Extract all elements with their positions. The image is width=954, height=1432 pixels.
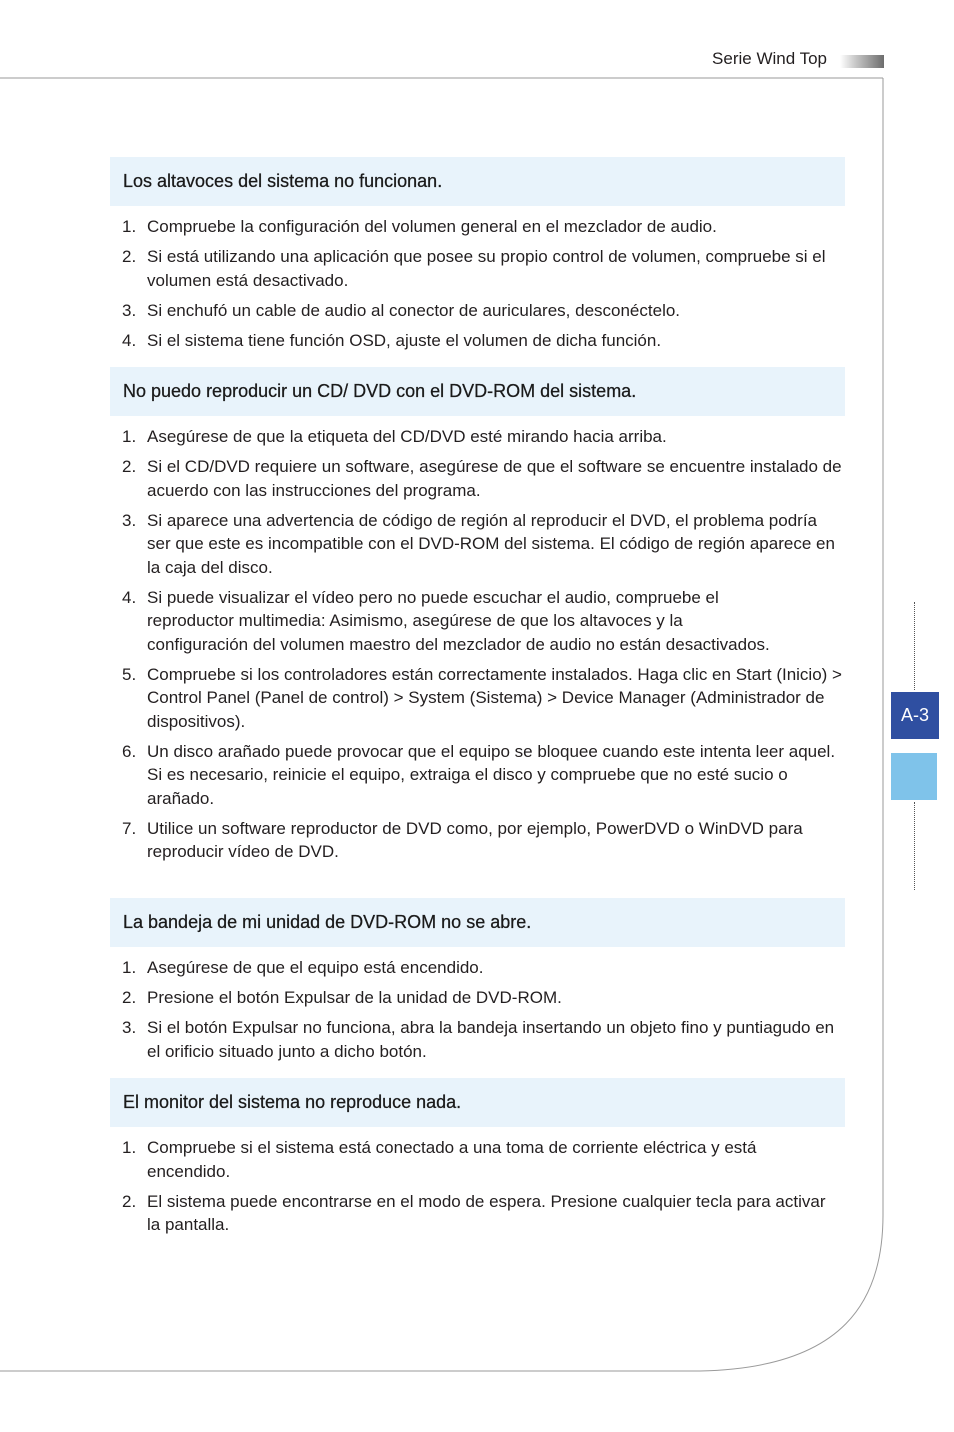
item-text: Asegúrese de que el equipo está encendido. bbox=[147, 958, 484, 977]
list-item bbox=[122, 817, 842, 864]
item-text: Si aparece una advertencia de código de región al reproducir el DVD, el problema podría ser que este es incompatible con el DVD-ROM del sistema. El código de región aparece en la caja del disco. bbox=[147, 510, 835, 577]
item-text: Compruebe si los controladores están correctamente instalados. Haga clic en Start (Inicio) > Control Panel (Panel de control) > System (Sistema) > Device Manager (Administrador de dispositivos). bbox=[147, 664, 842, 731]
list-item bbox=[122, 1190, 842, 1237]
item-number: 1. bbox=[122, 1138, 137, 1157]
item-number: 1. bbox=[122, 427, 137, 446]
item-number: 2. bbox=[122, 457, 137, 476]
item-text: Compruebe si el sistema está conectado a una toma de corriente eléctrica y está encendido. bbox=[147, 1138, 757, 1181]
list-item bbox=[122, 986, 842, 1010]
section-heading-speakers: Los altavoces del sistema no funcionan. bbox=[110, 157, 845, 206]
list-item bbox=[122, 299, 842, 323]
item-text: Si el CD/DVD requiere un software, asegúrese de que el software se encuentre instalado de acuerdo con las instrucciones del programa. bbox=[147, 457, 842, 500]
list-monitor bbox=[122, 1136, 842, 1243]
item-number: 3. bbox=[122, 510, 137, 530]
list-dvd-tray bbox=[122, 956, 842, 1070]
list-item bbox=[122, 1136, 842, 1183]
list-item bbox=[122, 586, 842, 657]
page-number-tab: A-3 bbox=[891, 692, 939, 739]
item-text: El sistema puede encontrarse en el modo de espera. Presione cualquier tecla para activar la pantalla. bbox=[147, 1191, 826, 1234]
item-text: Si enchufó un cable de audio al conector de auriculares, desconéctelo. bbox=[147, 300, 681, 320]
list-item bbox=[122, 509, 842, 580]
list-item bbox=[122, 455, 842, 502]
item-text: Presione el botón Expulsar de la unidad de DVD-ROM. bbox=[147, 988, 562, 1007]
item-number: 6. bbox=[122, 741, 137, 761]
header-title: Serie Wind Top bbox=[712, 49, 827, 68]
item-number: 2. bbox=[122, 988, 137, 1007]
item-text: Si el sistema tiene función OSD, ajuste el volumen de dicha función. bbox=[147, 330, 662, 350]
item-text: Utilice un software reproductor de DVD como, por ejemplo, PowerDVD o WinDVD para reproducir vídeo de DVD. bbox=[147, 818, 803, 861]
item-text: Asegúrese de que la etiqueta del CD/DVD esté mirando hacia arriba. bbox=[147, 427, 667, 446]
side-color-block bbox=[891, 753, 937, 800]
section-heading-monitor: El monitor del sistema no reproduce nada. bbox=[110, 1078, 845, 1127]
item-number: 7. bbox=[122, 818, 137, 838]
item-text: Si está utilizando una aplicación que posee su propio control de volumen, compruebe si el volumen está desactivado. bbox=[147, 247, 826, 290]
item-number: 1. bbox=[122, 958, 137, 977]
section-heading-dvd-tray: La bandeja de mi unidad de DVD-ROM no se abre. bbox=[110, 898, 845, 947]
item-number: 3. bbox=[122, 300, 137, 320]
item-number: 4. bbox=[122, 330, 137, 350]
item-number: 2. bbox=[122, 1191, 137, 1211]
item-text: Si el botón Expulsar no funciona, abra la bandeja insertando un objeto fino y puntiagudo en el orificio situado junto a dicho botón. bbox=[147, 1018, 835, 1061]
item-number: 5. bbox=[122, 664, 137, 684]
list-item bbox=[122, 663, 842, 734]
item-text: Un disco arañado puede provocar que el equipo se bloquee cuando este intenta leer aquel. Si es necesario, reinicie el equipo, extraiga el disco y compruebe que no esté sucio o arañado. bbox=[147, 741, 836, 808]
item-text: Si puede visualizar el vídeo pero no puede escuchar el audio, compruebe el reproductor multimedia: Asimismo, asegúrese de que los altavoces y la configuración del volumen maestro del mezclador de audio no están desactivados. bbox=[147, 587, 770, 654]
item-number: 4. bbox=[122, 587, 137, 607]
header-gradient-bar bbox=[840, 55, 884, 68]
list-item bbox=[122, 245, 842, 292]
item-number: 2. bbox=[122, 247, 137, 266]
list-speakers bbox=[122, 215, 842, 359]
side-dotted-line-top bbox=[914, 602, 915, 690]
item-number: 1. bbox=[122, 217, 137, 236]
item-text: Compruebe la configuración del volumen general en el mezclador de audio. bbox=[147, 217, 717, 236]
item-number: 3. bbox=[122, 1018, 137, 1037]
list-item bbox=[122, 329, 842, 353]
list-item bbox=[122, 956, 842, 980]
list-item bbox=[122, 1016, 842, 1063]
list-item bbox=[122, 740, 842, 811]
list-item bbox=[122, 215, 842, 239]
side-dotted-line-bottom bbox=[914, 802, 915, 890]
section-heading-dvd-playback: No puedo reproducir un CD/ DVD con el DVD-ROM del sistema. bbox=[110, 367, 845, 416]
list-dvd-playback bbox=[122, 425, 842, 870]
list-item bbox=[122, 425, 842, 449]
